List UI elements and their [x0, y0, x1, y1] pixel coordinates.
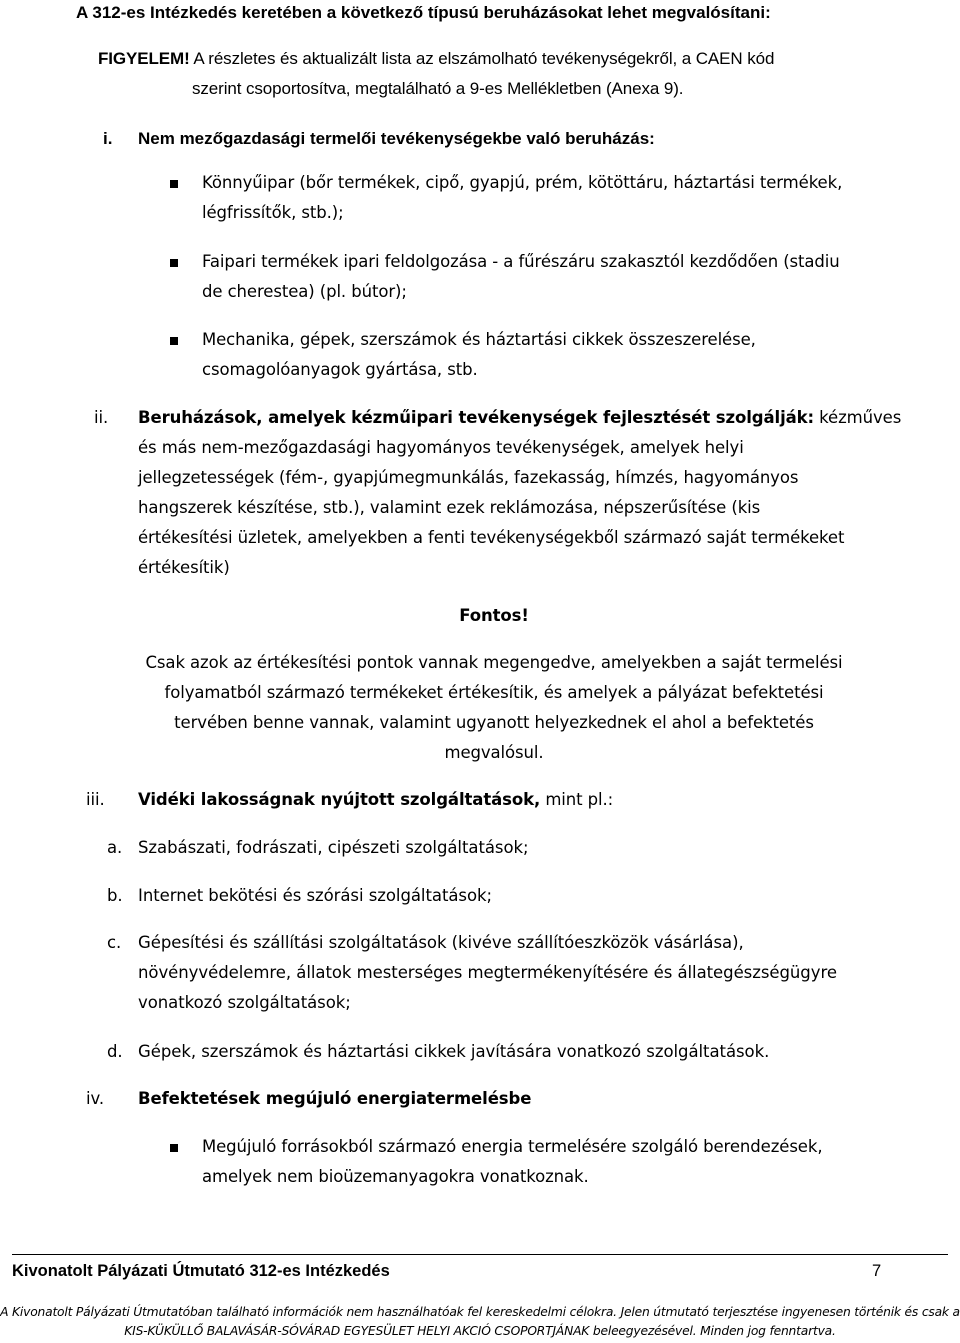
intro-heading: A 312-es Intézkedés keretében a következő típusú beruházásokat lehet megvalósítani:	[76, 3, 771, 22]
bullet-square-icon	[170, 259, 178, 267]
section-iv-numeral: iv.	[86, 1089, 105, 1108]
note-line-1: Csak azok az értékesítési pontok vannak megengedve, amelyekben a saját termelési	[145, 653, 843, 672]
footer-title: Kivonatolt Pályázati Útmutató 312-es Intézkedés	[12, 1262, 390, 1280]
bullet-square-icon	[170, 1144, 178, 1152]
note-line-3: tervében benne vannak, valamint ugyanott helyezkednek el ahol a befektetés	[174, 713, 814, 732]
section-iv-title: Befektetések megújuló energiatermelésbe	[138, 1089, 532, 1108]
section-ii-numeral: ii.	[94, 408, 109, 427]
item-c-line-1: Gépesítési és szállítási szolgáltatások (kivéve szállítóeszközök vásárlása),	[138, 933, 744, 952]
page-number: 7	[872, 1262, 882, 1280]
note-line-4: megvalósul.	[444, 743, 544, 762]
footer-disclaimer-line-1: A Kivonatolt Pályázati Útmutatóban található információk nem használhatóak fel kereskedelmi célokra. Jelen útmutató terjesztése ingyenesen történik és csak a	[0, 1305, 960, 1319]
bullet-1-line-2: légfrissítők, stb.);	[202, 203, 344, 222]
item-a-line-1: Szabászati, fodrászati, cipészeti szolgáltatások;	[138, 838, 529, 857]
section-ii-title-rest: kézműves	[814, 408, 902, 427]
section-iii-numeral: iii.	[86, 790, 105, 809]
section-ii-line-6: értékesítik)	[138, 558, 230, 577]
item-c-line-2: növényvédelemre, állatok mesterséges megtermékenyítésére és állategészségügyre	[138, 963, 837, 982]
item-d-line-1: Gépek, szerszámok és háztartási cikkek javítására vonatkozó szolgáltatások.	[138, 1042, 770, 1061]
bullet-2-line-1: Faipari termékek ipari feldolgozása - a fűrészáru szakasztól kezdődően (stadiu	[202, 252, 840, 271]
bullet-square-icon	[170, 337, 178, 345]
bullet-2-line-2: de cherestea) (pl. bútor);	[202, 282, 407, 301]
section-ii-line-2: és más nem-mezőgazdasági hagyományos tevékenységek, amelyek helyi	[138, 438, 744, 457]
item-c-line-3: vonatkozó szolgáltatások;	[138, 993, 351, 1012]
section-iii-title-rest: mint pl.:	[540, 790, 614, 809]
section-ii-line-3: jellegzetességek (fém-, gyapjúmegmunkálás, fazekasság, hímzés, hagyományos	[138, 468, 799, 487]
section-ii-line-4: hangszerek készítése, stb.), valamint ezek reklámozása, népszerűsítése (kis	[138, 498, 761, 517]
warning-text: A részletes és aktualizált lista az elszámolható tevékenységekről, a CAEN kód	[189, 49, 775, 68]
section-iv-bullet-line-1: Megújuló forrásokból származó energia termelésére szolgáló berendezések,	[202, 1137, 823, 1156]
item-a-letter: a.	[107, 838, 123, 857]
item-b-letter: b.	[107, 886, 123, 905]
note-line-2: folyamatból származó termékeket értékesítik, és amelyek a pályázat befektetési	[164, 683, 824, 702]
section-i-title: Nem mezőgazdasági termelői tevékenységekbe való beruházás:	[138, 129, 655, 148]
item-c-letter: c.	[107, 933, 122, 952]
bullet-square-icon	[170, 180, 178, 188]
section-ii-title: Beruházások, amelyek kézműipari tevékenységek fejlesztését szolgálják:	[138, 408, 815, 427]
item-d-letter: d.	[107, 1042, 123, 1061]
item-b-line-1: Internet bekötési és szórási szolgáltatások;	[138, 886, 493, 905]
warning-line-2: szerint csoportosítva, megtalálható a 9-es Mellékletben (Anexa 9).	[192, 79, 684, 98]
footer-divider	[12, 1254, 948, 1255]
section-i-numeral: i.	[103, 129, 113, 148]
section-iii-title: Vidéki lakosságnak nyújtott szolgáltatások,	[138, 790, 541, 809]
bullet-3-line-2: csomagolóanyagok gyártása, stb.	[202, 360, 478, 379]
section-ii-line-1	[138, 408, 901, 427]
warning-line-1	[98, 49, 774, 69]
footer-disclaimer-line-2: KIS-KÜKÜLLŐ BALAVÁSÁR-SÓVÁRAD EGYESÜLET HELYI AKCIÓ CSOPORTJÁNAK beleegyezésével. Minden jog fenntartva.	[124, 1324, 836, 1338]
warning-label: FIGYELEM!	[98, 49, 190, 68]
bullet-3-line-1: Mechanika, gépek, szerszámok és háztartási cikkek összeszerelése,	[202, 330, 756, 349]
section-ii-line-5: értékesítési üzletek, amelyekben a fenti tevékenységekből származó saját termékeket	[138, 528, 845, 547]
note-title: Fontos!	[459, 606, 529, 625]
bullet-1-line-1: Könnyűipar (bőr termékek, cipő, gyapjú, prém, kötöttáru, háztartási termékek,	[202, 173, 843, 192]
section-iii-heading	[138, 790, 613, 809]
section-iv-bullet-line-2: amelyek nem bioüzemanyagokra vonatkoznak.	[202, 1167, 589, 1186]
